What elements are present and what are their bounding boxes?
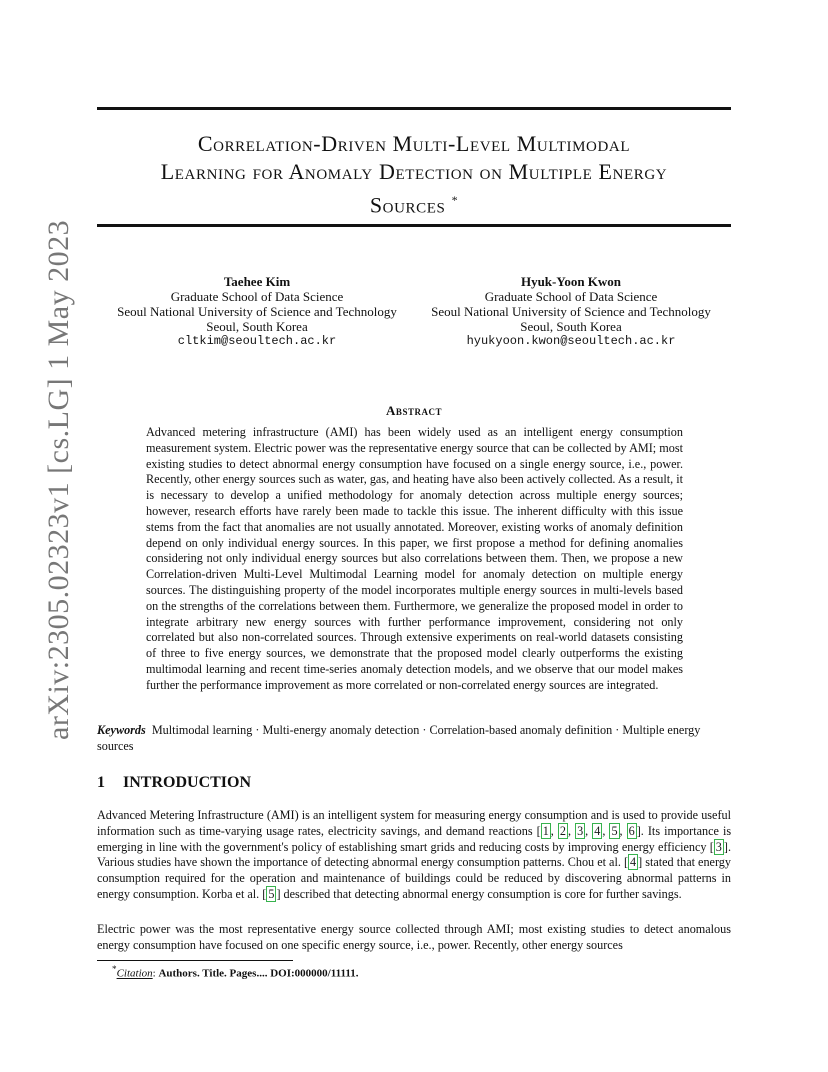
footnote: *Citation: Authors. Title. Pages.... DOI:000000/11111. [112,964,359,980]
author-block-1 [97,274,417,349]
paper-title [97,130,731,219]
author-location: Seoul, South Korea [206,319,308,334]
author-email[interactable]: cltkim@seoultech.ac.kr [177,334,337,348]
author-name: Taehee Kim [223,274,291,289]
citation-link[interactable]: 5 [268,886,275,901]
footnote-rule [97,960,293,961]
keywords-label: Keywords [97,723,146,737]
citation-link[interactable]: 3 [715,839,722,854]
title-line-1: Correlation-Driven Multi-Level Multimodal [197,131,631,156]
section-title: INTRODUCTION [123,774,252,791]
author-block-2 [418,274,724,349]
author-location: Seoul, South Korea [520,319,622,334]
title-line-3-text: Sources [369,192,446,218]
intro-paragraph-2: Electric power was the most representative energy source collected through AMI; most existing studies to detect anomalous energy consumption have focused on one specific energy source, i.e., power. Recently, other energy sources [97,922,731,952]
author-affiliation: Graduate School of Data Science [484,289,658,304]
abstract-heading: Abstract [386,403,442,418]
citation-link[interactable]: 2 [559,823,566,838]
citation-link[interactable]: 4 [594,823,601,838]
author-affiliation: Seoul National University of Science and Technology [431,304,711,319]
title-footnote-mark: * [451,193,459,207]
author-affiliation: Seoul National University of Science and Technology [117,304,397,319]
footnote-mark: * [112,964,117,974]
abstract-text: Advanced metering infrastructure (AMI) has been widely used as an intelligent energy consumption measurement system. Electric power was the representative energy source that can be collected by AMI; most existing studies to detect abnormal energy consumption have focused on a single energy source, i.e., power. Recently, other energy sources such as water, gas, and heating have also been actively collected. As a result, it is necessary to develop a unified methodology for anomaly detection across multiple energy sources; however, research efforts have rarely been made to tackle this issue. The inherent difficulty with this issue stems from the fact that anomalies are not usually annotated. Moreover, existing works of anomaly definition depend on only individual energy sources. In this paper, we first propose a method for defining anomalies considering not only individual energy sources but also correlations between them. Then, we propose a new Correlation-driven Multi-Level Multimodal Learning model for anomaly detection on multiple energy sources. The distinguishing property of the model incorporates multiple energy sources in multi-levels based on the strengths of the correlations between them. Furthermore, we generalize the proposed model in order to integrate arbitrary new energy sources with further performance improvement, considering not only correlated but also non-correlated sources. Through extensive experiments on real-world datasets consisting of three to five energy sources, we demonstrate that the proposed model clearly outperforms the existing multimodal learning and recent time-series anomaly detection models, and we observe that our model makes further the performance improvement as more correlated or non-correlated energy sources are integrated. [146,425,683,692]
author-email[interactable]: hyukyoon.kwon@seoultech.ac.kr [466,334,676,348]
paragraph-text: ]. Its importance is emerging in line with the government's policy of establishing smart grids and reducing costs by improving energy efficiency [ [97,823,732,854]
paragraph-text: ] stated that energy consumption required for the operation and maintenance of buildings could be reduced by discovering abnormal patterns in energy consumption. Korba et al. [ [97,855,731,901]
paragraph-text: Advanced Metering Infrastructure (AMI) is an intelligent system for measuring energy consumption and is used to provide useful information such as time-varying usage rates, electricity savings, and demand reactions [ [97,808,731,838]
arxiv-identifier: arXiv:2305.02323v1 [cs.LG] 1 May 2023 [42,219,75,740]
footnote-label: Citation [116,967,153,980]
section-number: 1 [97,774,105,791]
citation-link[interactable]: 6 [628,823,635,838]
section-heading [97,774,251,792]
paragraph-text: ] described that detecting abnormal energy consumption is core for further savings. [276,886,682,901]
title-bottom-rule [97,224,731,227]
author-affiliation: Graduate School of Data Science [170,289,344,304]
title-top-rule [97,107,731,110]
title-line-3 [97,186,731,219]
citation-link[interactable]: 5 [611,823,618,838]
keywords-text: Multimodal learning · Multi-energy anomaly detection · Correlation-based anomaly definition · Multiple energy sources [97,723,701,753]
author-name: Hyuk-Yoon Kwon [520,274,622,289]
keywords [97,723,731,755]
citation-link[interactable]: 4 [630,855,637,870]
intro-paragraph-1: Advanced Metering Infrastructure (AMI) is an intelligent system for measuring energy consumption and is used to provide useful information such as time-varying usage rates, electricity savings, and demand reactions [ 1 , 2 , 3 , 4 , 5 , 6 ]. Its importance is emerging in line with the government's policy of establishing smart grids and reducing costs by improving energy efficiency [ 3 ]. Various studies have shown the importance of detecting abnormal energy consumption patterns. Chou et al. [ 4 ] stated that energy consumption required for the operation and maintenance of buildings could be reduced by discovering abnormal patterns in energy consumption. Korba et al. [ 5 ] described that detecting abnormal energy consumption is core for further savings. [97,808,732,901]
footnote-text: Authors. Title. Pages.... DOI:000000/11111. [158,967,359,980]
citation-link[interactable]: 3 [577,823,584,838]
title-line-2: Learning for Anomaly Detection on Multiple Energy [160,159,668,184]
paragraph-text: ]. Various studies have shown the importance of detecting abnormal energy consumption patterns. Chou et al. [ [97,839,731,870]
citation-link[interactable]: 1 [542,823,549,838]
